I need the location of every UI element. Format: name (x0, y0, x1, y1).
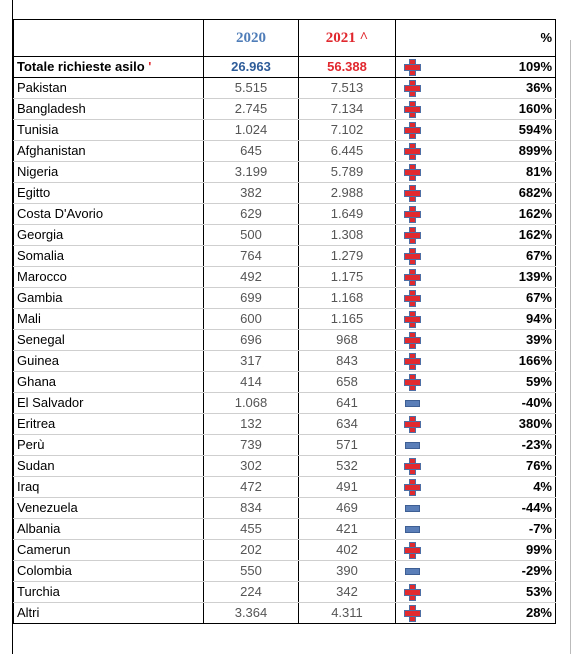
value-2021: 571 (299, 435, 396, 456)
value-2020: 455 (204, 519, 299, 540)
trend-indicator (396, 582, 430, 603)
trend-indicator (396, 498, 430, 519)
value-2021: 6.445 (299, 141, 396, 162)
asylum-requests-table (13, 19, 556, 624)
value-2021: 658 (299, 372, 396, 393)
trend-indicator (396, 162, 430, 183)
plus-icon (405, 228, 420, 243)
table-row (14, 162, 556, 183)
value-2021: 7.134 (299, 99, 396, 120)
percent-change: 94% (430, 309, 556, 330)
total-label: Totale richieste asilo ' (14, 57, 204, 78)
table-row (14, 246, 556, 267)
trend-indicator (396, 393, 430, 414)
value-2021: 469 (299, 498, 396, 519)
minus-icon (405, 442, 420, 449)
plus-icon (405, 186, 420, 201)
value-2021: 491 (299, 477, 396, 498)
trend-indicator (396, 309, 430, 330)
table-row (14, 603, 556, 624)
minus-icon (405, 400, 420, 407)
value-2020: 1.068 (204, 393, 299, 414)
percent-change: -29% (430, 561, 556, 582)
plus-icon (405, 165, 420, 180)
value-2021: 1.308 (299, 225, 396, 246)
value-2020: 2.745 (204, 99, 299, 120)
table-row (14, 99, 556, 120)
table-row (14, 204, 556, 225)
frame-right-border (570, 40, 571, 654)
value-2021: 402 (299, 540, 396, 561)
plus-icon (405, 606, 420, 621)
value-2021: 843 (299, 351, 396, 372)
table-row (14, 78, 556, 99)
percent-change: 76% (430, 456, 556, 477)
header-percent: % (430, 20, 556, 57)
percent-change: 162% (430, 225, 556, 246)
percent-change: -23% (430, 435, 556, 456)
value-2020: 699 (204, 288, 299, 309)
plus-icon (405, 417, 420, 432)
total-2020: 26.963 (204, 57, 299, 78)
value-2021: 5.789 (299, 162, 396, 183)
total-2021: 56.388 (299, 57, 396, 78)
percent-change: 59% (430, 372, 556, 393)
country-name: Venezuela (14, 498, 204, 519)
trend-indicator (396, 519, 430, 540)
value-2021: 7.102 (299, 120, 396, 141)
percent-change: 81% (430, 162, 556, 183)
total-label-mark: ' (148, 59, 152, 74)
percent-change: 380% (430, 414, 556, 435)
trend-indicator (396, 120, 430, 141)
percent-change: -44% (430, 498, 556, 519)
trend-indicator (396, 456, 430, 477)
country-name: Afghanistan (14, 141, 204, 162)
trend-indicator (396, 330, 430, 351)
country-name: Albania (14, 519, 204, 540)
value-2020: 834 (204, 498, 299, 519)
plus-icon (405, 123, 420, 138)
percent-change: 594% (430, 120, 556, 141)
value-2021: 1.165 (299, 309, 396, 330)
trend-indicator (396, 225, 430, 246)
header-country (14, 20, 204, 57)
value-2020: 492 (204, 267, 299, 288)
country-name: Iraq (14, 477, 204, 498)
value-2021: 390 (299, 561, 396, 582)
value-2021: 1.279 (299, 246, 396, 267)
table-row (14, 456, 556, 477)
plus-icon (405, 270, 420, 285)
value-2021: 1.175 (299, 267, 396, 288)
value-2020: 645 (204, 141, 299, 162)
country-name: Altri (14, 603, 204, 624)
trend-indicator (396, 141, 430, 162)
country-name: Pakistan (14, 78, 204, 99)
value-2020: 550 (204, 561, 299, 582)
trend-indicator (396, 183, 430, 204)
minus-icon (405, 526, 420, 533)
value-2021: 7.513 (299, 78, 396, 99)
percent-change: 4% (430, 477, 556, 498)
country-name: Bangladesh (14, 99, 204, 120)
percent-change: 139% (430, 267, 556, 288)
percent-change: 36% (430, 78, 556, 99)
value-2020: 202 (204, 540, 299, 561)
plus-icon (405, 144, 420, 159)
plus-icon (405, 60, 420, 75)
plus-icon (405, 459, 420, 474)
percent-change: 99% (430, 540, 556, 561)
value-2020: 132 (204, 414, 299, 435)
trend-indicator (396, 414, 430, 435)
value-2020: 472 (204, 477, 299, 498)
table-row (14, 183, 556, 204)
value-2021: 968 (299, 330, 396, 351)
percent-change: 39% (430, 330, 556, 351)
value-2020: 3.364 (204, 603, 299, 624)
percent-change: 28% (430, 603, 556, 624)
plus-icon (405, 480, 420, 495)
percent-change: -7% (430, 519, 556, 540)
table-row (14, 309, 556, 330)
value-2020: 5.515 (204, 78, 299, 99)
percent-change: 682% (430, 183, 556, 204)
header-indicator (396, 20, 430, 57)
trend-indicator (396, 78, 430, 99)
country-name: El Salvador (14, 393, 204, 414)
table-row (14, 435, 556, 456)
trend-indicator (396, 267, 430, 288)
country-name: Camerun (14, 540, 204, 561)
country-name: Gambia (14, 288, 204, 309)
table-row (14, 120, 556, 141)
country-name: Guinea (14, 351, 204, 372)
trend-indicator (396, 99, 430, 120)
plus-icon (405, 207, 420, 222)
country-name: Turchia (14, 582, 204, 603)
value-2020: 224 (204, 582, 299, 603)
table-row (14, 561, 556, 582)
value-2020: 317 (204, 351, 299, 372)
table-row (14, 225, 556, 246)
value-2020: 382 (204, 183, 299, 204)
plus-icon (405, 312, 420, 327)
trend-indicator (396, 540, 430, 561)
value-2020: 629 (204, 204, 299, 225)
percent-change: 899% (430, 141, 556, 162)
value-2020: 739 (204, 435, 299, 456)
total-percent: 109% (430, 57, 556, 78)
value-2020: 3.199 (204, 162, 299, 183)
percent-change: 162% (430, 204, 556, 225)
total-row (14, 57, 556, 78)
country-name: Tunisia (14, 120, 204, 141)
percent-change: 160% (430, 99, 556, 120)
trend-indicator (396, 288, 430, 309)
total-trend (396, 57, 430, 78)
value-2021: 1.649 (299, 204, 396, 225)
table-row (14, 288, 556, 309)
value-2020: 600 (204, 309, 299, 330)
plus-icon (405, 102, 420, 117)
plus-icon (405, 375, 420, 390)
header-row (14, 20, 556, 57)
trend-indicator (396, 435, 430, 456)
country-name: Colombia (14, 561, 204, 582)
country-name: Eritrea (14, 414, 204, 435)
value-2021: 634 (299, 414, 396, 435)
trend-indicator (396, 372, 430, 393)
table-row (14, 477, 556, 498)
table-row (14, 372, 556, 393)
percent-change: 67% (430, 246, 556, 267)
value-2021: 641 (299, 393, 396, 414)
value-2020: 1.024 (204, 120, 299, 141)
country-name: Mali (14, 309, 204, 330)
percent-change: 53% (430, 582, 556, 603)
country-name: Marocco (14, 267, 204, 288)
country-name: Senegal (14, 330, 204, 351)
header-2021-mark: ^ (359, 30, 369, 46)
value-2020: 302 (204, 456, 299, 477)
table-row (14, 351, 556, 372)
plus-icon (405, 585, 420, 600)
table-row (14, 540, 556, 561)
plus-icon (405, 543, 420, 558)
value-2020: 696 (204, 330, 299, 351)
plus-icon (405, 333, 420, 348)
value-2021: 532 (299, 456, 396, 477)
trend-indicator (396, 603, 430, 624)
header-2021: 2021 ^ (299, 20, 396, 57)
table-row (14, 582, 556, 603)
table-row (14, 414, 556, 435)
value-2021: 4.311 (299, 603, 396, 624)
value-2020: 414 (204, 372, 299, 393)
value-2020: 500 (204, 225, 299, 246)
plus-icon (405, 81, 420, 96)
table-row (14, 498, 556, 519)
value-2020: 764 (204, 246, 299, 267)
trend-indicator (396, 561, 430, 582)
trend-indicator (396, 351, 430, 372)
country-name: Perù (14, 435, 204, 456)
percent-change: -40% (430, 393, 556, 414)
table-row (14, 141, 556, 162)
header-2020: 2020 (204, 20, 299, 57)
table-row (14, 330, 556, 351)
country-name: Somalia (14, 246, 204, 267)
value-2021: 342 (299, 582, 396, 603)
country-name: Costa D'Avorio (14, 204, 204, 225)
table-row (14, 393, 556, 414)
plus-icon (405, 354, 420, 369)
plus-icon (405, 291, 420, 306)
percent-change: 166% (430, 351, 556, 372)
minus-icon (405, 505, 420, 512)
trend-indicator (396, 477, 430, 498)
country-name: Nigeria (14, 162, 204, 183)
percent-change: 67% (430, 288, 556, 309)
country-name: Georgia (14, 225, 204, 246)
trend-indicator (396, 246, 430, 267)
country-name: Egitto (14, 183, 204, 204)
minus-icon (405, 568, 420, 575)
value-2021: 1.168 (299, 288, 396, 309)
value-2021: 2.988 (299, 183, 396, 204)
table-row (14, 519, 556, 540)
value-2021: 421 (299, 519, 396, 540)
plus-icon (405, 249, 420, 264)
trend-indicator (396, 204, 430, 225)
table-row (14, 267, 556, 288)
country-name: Ghana (14, 372, 204, 393)
country-name: Sudan (14, 456, 204, 477)
